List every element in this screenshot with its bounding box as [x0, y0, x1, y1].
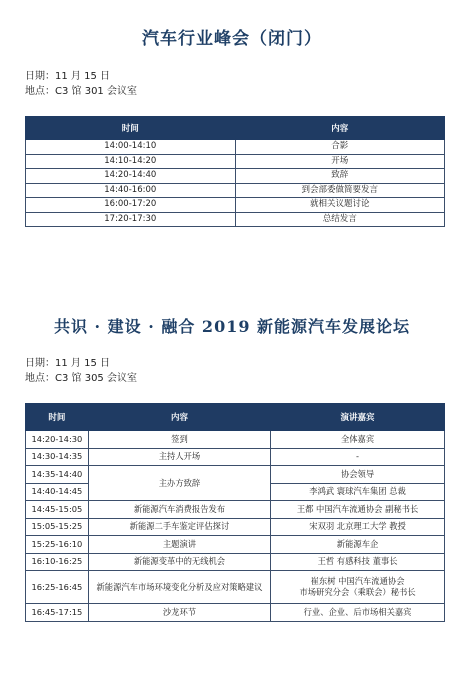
cell-content: 沙龙环节: [88, 604, 270, 622]
cell-speaker: -: [271, 448, 445, 466]
section2-title: 共识 · 建设 · 融合 2019 新能源汽车发展论坛: [53, 317, 411, 336]
section1-meta: [25, 69, 137, 99]
header-speaker: 演讲嘉宾: [271, 404, 445, 431]
cell-speaker: 王哲 有感科技 董事长: [271, 553, 445, 571]
section1-title: 汽车行业峰会（闭门）: [142, 29, 322, 49]
table-row: [26, 154, 445, 169]
cell-time: 14:45-15:05: [26, 501, 89, 519]
cell-content: 新能源二手车鉴定评估探讨: [88, 518, 270, 536]
cell-time: 14:10-14:20: [26, 154, 236, 169]
table-row: [26, 198, 445, 213]
cell-content: 合影: [235, 140, 445, 155]
section1-location: 地点：C3 馆 301 会议室: [25, 86, 137, 97]
cell-content: 签到: [88, 431, 270, 449]
table-row: [26, 604, 445, 622]
table-row: [26, 501, 445, 519]
section2-meta: [25, 356, 137, 386]
table-row: [26, 169, 445, 184]
cell-content: 致辞: [235, 169, 445, 184]
cell-content: 主办方致辞: [88, 466, 270, 501]
cell-content: 开场: [235, 154, 445, 169]
cell-speaker: 李鸿武 寰球汽车集团 总裁: [271, 483, 445, 501]
section2-schedule-table: [25, 403, 445, 622]
cell-time: 14:35-14:40: [26, 466, 89, 484]
table-row: [26, 140, 445, 155]
section1-schedule-table: [25, 116, 445, 227]
cell-speaker: 王都 中国汽车流通协会 副秘书长: [271, 501, 445, 519]
cell-speaker: 宋双羽 北京理工大学 教授: [271, 518, 445, 536]
table-row: [26, 466, 445, 484]
table-row: [26, 431, 445, 449]
cell-content: 总结发言: [235, 212, 445, 227]
cell-content: 主持人开场: [88, 448, 270, 466]
cell-content: 主题演讲: [88, 536, 270, 554]
cell-speaker: 协会领导: [271, 466, 445, 484]
cell-time: 14:40-16:00: [26, 183, 236, 198]
section2-location: 地点：C3 馆 305 会议室: [25, 373, 137, 384]
cell-speaker: 行业、企业、后市场相关嘉宾: [271, 604, 445, 622]
cell-time: 14:20-14:40: [26, 169, 236, 184]
cell-time: 16:00-17:20: [26, 198, 236, 213]
section1-date: 日期：11 月 15 日: [25, 71, 110, 82]
cell-time: 14:00-14:10: [26, 140, 236, 155]
cell-time: 14:20-14:30: [26, 431, 89, 449]
header-time: 时间: [26, 117, 236, 140]
table-row: [26, 518, 445, 536]
cell-time: 17:20-17:30: [26, 212, 236, 227]
cell-time: 15:25-16:10: [26, 536, 89, 554]
cell-content: 新能源汽车消费报告发布: [88, 501, 270, 519]
cell-time: 14:40-14:45: [26, 483, 89, 501]
table-row: [26, 448, 445, 466]
cell-content: 新能源变革中的无线机会: [88, 553, 270, 571]
header-content: 内容: [88, 404, 270, 431]
cell-time: 16:45-17:15: [26, 604, 89, 622]
header-content: 内容: [235, 117, 445, 140]
cell-speaker: 新能源车企: [271, 536, 445, 554]
table-row: [26, 212, 445, 227]
table-row: [26, 183, 445, 198]
cell-content: 新能源汽车市场环境变化分析及应对策略建议: [88, 571, 270, 604]
cell-time: 16:10-16:25: [26, 553, 89, 571]
cell-time: 15:05-15:25: [26, 518, 89, 536]
cell-time: 14:30-14:35: [26, 448, 89, 466]
table-header-row: [26, 117, 445, 140]
table-row: [26, 553, 445, 571]
cell-time: 16:25-16:45: [26, 571, 89, 604]
table-header-row: [26, 404, 445, 431]
table-row: [26, 536, 445, 554]
section2-date: 日期：11 月 15 日: [25, 358, 110, 369]
cell-content: 就相关议题讨论: [235, 198, 445, 213]
table-row: [26, 571, 445, 604]
header-time: 时间: [26, 404, 89, 431]
cell-speaker: 崔东树 中国汽车流通协会 市场研究分会（乘联会）秘书长: [271, 571, 445, 604]
cell-speaker: 全体嘉宾: [271, 431, 445, 449]
cell-content: 到会部委做简要发言: [235, 183, 445, 198]
